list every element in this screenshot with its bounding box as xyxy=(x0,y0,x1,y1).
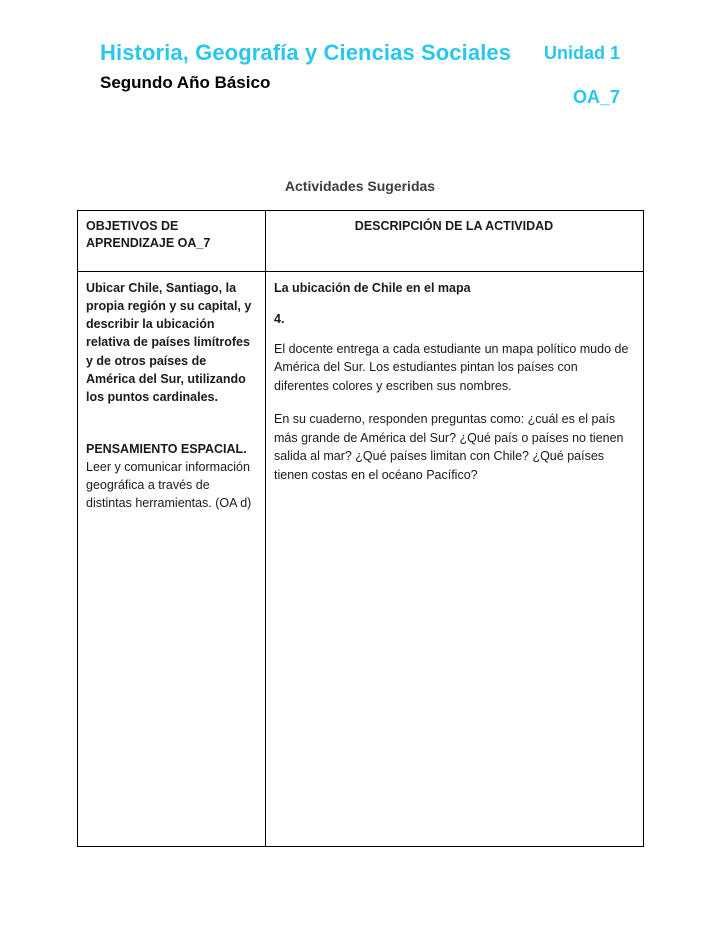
activities-table xyxy=(77,210,644,847)
skill-label: PENSAMIENTO ESPACIAL. xyxy=(86,441,247,456)
subject-title: Historia, Geografía y Ciencias Sociales xyxy=(100,40,512,65)
grade-title: Segundo Año Básico xyxy=(100,72,271,92)
skill-block xyxy=(86,440,256,513)
document-header xyxy=(100,40,620,110)
cell-objectives xyxy=(78,272,266,847)
table-header-row xyxy=(78,211,644,272)
activity-paragraph-1: El docente entrega a cada estudiante un mapa político mudo de América del Sur. Los estudiantes pintan los países con diferentes colores y escriben sus nombres. xyxy=(274,341,629,393)
table-row xyxy=(78,272,644,847)
header-cell-objectives: OBJETIVOS DE APRENDIZAJE OA_7 xyxy=(78,211,266,272)
unit-label: Unidad 1 xyxy=(543,43,620,63)
header-cell-description: DESCRIPCIÓN DE LA ACTIVIDAD xyxy=(266,211,644,272)
activity-number: 4. xyxy=(274,311,285,326)
header-row xyxy=(100,40,620,110)
activity-paragraph-2: En su cuaderno, responden preguntas como: ¿cuál es el país más grande de América del Sur? ¿Qué país o países no tienen salida al mar? ¿Qué países limitan con Chile? ¿Qué países tienen costas en el océano Pacífico? xyxy=(274,411,624,482)
activity-title: La ubicación de Chile en el mapa xyxy=(274,281,471,295)
section-title: Actividades Sugeridas xyxy=(284,178,436,194)
header-right xyxy=(544,40,620,110)
skill-text: Leer y comunicar información geográfica a través de distintas herramientas. (OA d) xyxy=(86,460,252,511)
cell-description xyxy=(266,272,644,847)
header-left xyxy=(100,40,544,93)
oa-label: OA_7 xyxy=(572,87,620,108)
objective-main-text: Ubicar Chile, Santiago, la propia región y su capital, y describir la ubicación relativa de países limítrofes y de otros países de América del Sur, utilizando los puntos cardinales. xyxy=(86,281,252,404)
